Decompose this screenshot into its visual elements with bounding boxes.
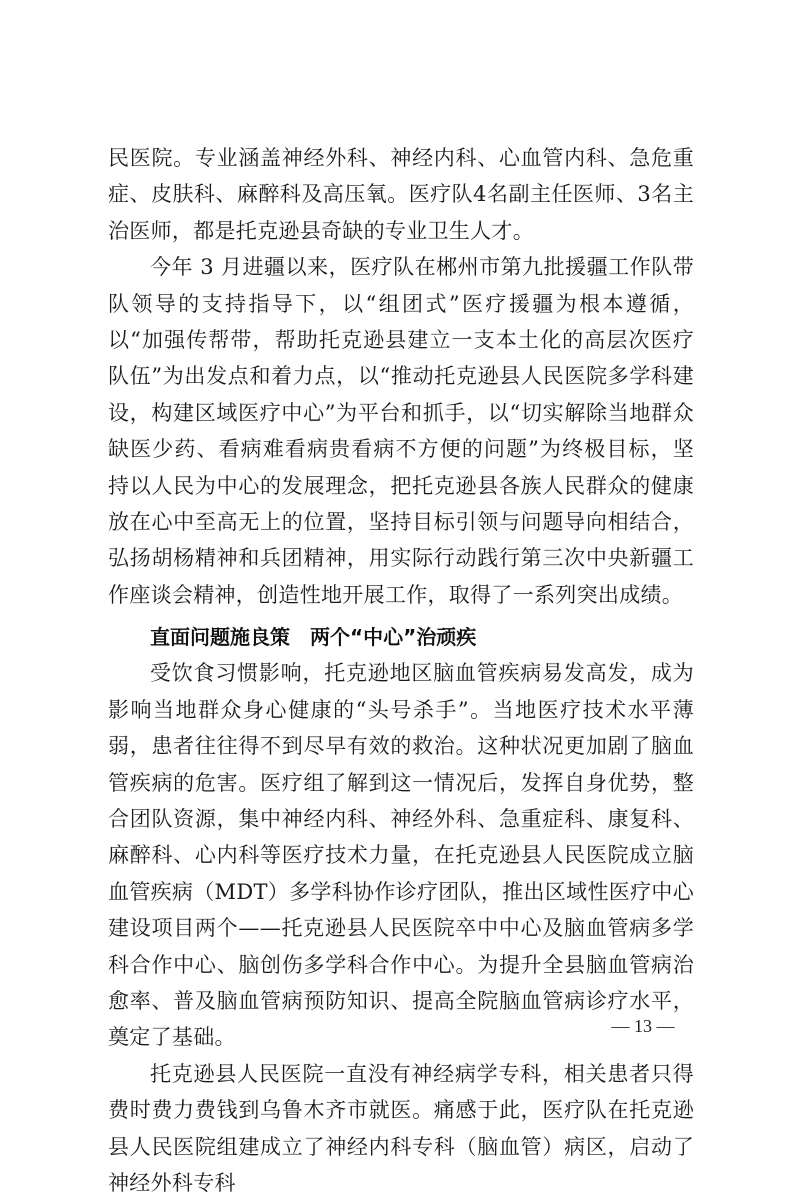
body-text <box>108 140 694 1201</box>
page-number: — 13 — <box>611 1016 675 1036</box>
section-heading: 直面问题施良策 两个“中心”治顽疾 <box>150 625 477 650</box>
paragraph: 托克逊县人民医院一直没有神经病学专科，相关患者只得费时费力费钱到乌鲁木齐市就医。痛感于此，医疗队在托克逊县人民医院组建成立了神经内科专科（脑血管）病区，启动了神经外科专科 <box>108 1061 694 1195</box>
paragraph: 受饮食习惯影响，托克逊地区脑血管疾病易发高发，成为影响当地群众身心健康的“头号杀手”。当地医疗技术水平薄弱，患者往往得不到尽早有效的救治。这种状况更加剧了脑血管疾病的危害。医疗组了解到这一情况后，发挥自身优势，整合团队资源，集中神经内科、神经外科、急重症科、康复科、麻醉科、心内科等医疗技术力量，在托克逊县人民医院成立脑血管疾病（MDT）多学科协作诊疗团队，推出区域性医疗中心建设项目两个——托克逊县人民医院卒中中心及脑血管病多学科合作中心、脑创伤多学科合作中心。为提升全县脑血管病治愈率、普及脑血管病预防知识、提高全院脑血管病诊疗水平，奠定了基础。 <box>108 661 694 1050</box>
paragraph-continuation: 民医院。专业涵盖神经外科、神经内科、心血管内科、急危重症、皮肤科、麻醉科及高压氧。医疗队4名副主任医师、3名主治医师，都是托克逊县奇缺的专业卫生人才。 <box>108 146 694 243</box>
paragraph: 今年 3 月进疆以来，医疗队在郴州市第九批援疆工作队带队领导的支持指导下，以“组团式”医疗援疆为根本遵循，以“加强传帮带，帮助托克逊县建立一支本土化的高层次医疗队伍”为出发点和着力点，以“推动托克逊县人民医院多学科建设，构建区域医疗中心”为平台和抓手，以“切实解除当地群众缺医少药、看病难看病贵看病不方便的问题”为终极目标，坚持以人民为中心的发展理念，把托克逊县各族人民群众的健康放在心中至高无上的位置，坚持目标引领与问题导向相结合，弘扬胡杨精神和兵团精神，用实际行动践行第三次中央新疆工作座谈会精神，创造性地开展工作，取得了一系列突出成绩。 <box>108 255 694 607</box>
